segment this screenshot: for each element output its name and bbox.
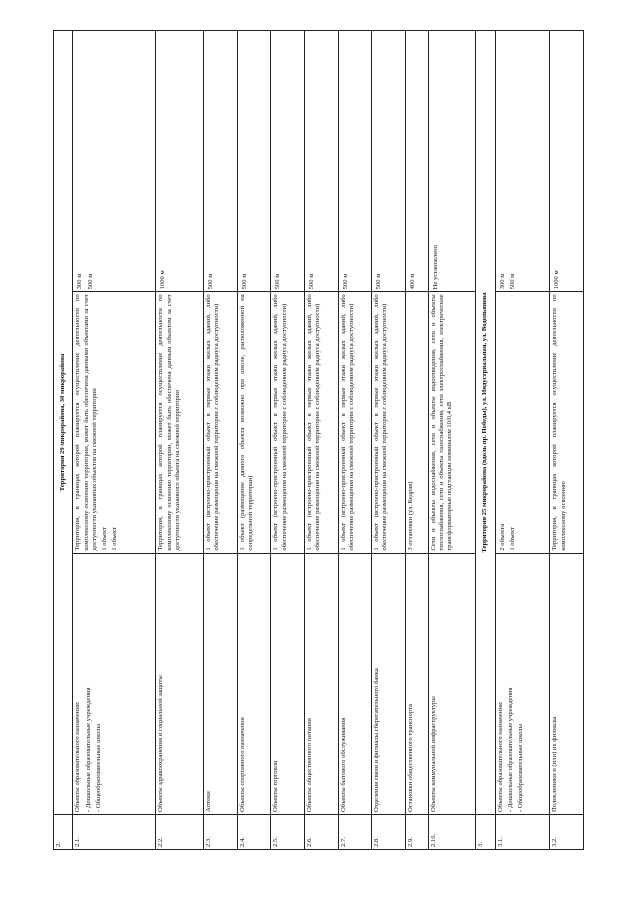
row-number-text: 3.1.	[496, 837, 504, 847]
distance-value: 300 м	[498, 273, 506, 290]
description-count: 1 объект	[111, 526, 119, 551]
object-cell	[495, 553, 550, 814]
row-number	[304, 815, 338, 850]
object-name: Объекты образовательного назначения:	[496, 701, 504, 812]
object-subtype: - Общеобразовательные школы	[94, 723, 102, 812]
object-subtype: - Общеобразовательные школы	[517, 723, 525, 812]
section-title	[54, 31, 73, 815]
row-number	[550, 815, 584, 850]
description-text: Территория, в границах которой планируется осуществление деятельности по комплексному освоению территории, может быть обеспечена данным объектом за счет доступности указанного объекта на смежной территории	[157, 294, 181, 551]
section-title	[476, 31, 495, 815]
table-row	[204, 31, 238, 850]
row-number-text: 2.8.	[373, 837, 381, 847]
object-cell	[405, 553, 428, 814]
description-cell	[372, 292, 406, 553]
object-cell	[156, 553, 204, 814]
description-text: 1 объект (встроено-пристроенный объект в первые этажи жилых зданий, либо обеспечение размещения на смежной территории с соблюдением радиуса доступности)	[339, 294, 355, 551]
row-number-text: 3.2.	[551, 837, 559, 847]
description-count: 2 объекта	[498, 523, 506, 551]
distance-value: 1000 м	[159, 270, 167, 290]
section-number	[54, 815, 73, 850]
object-cell	[338, 553, 372, 814]
distance-value: 500 м	[274, 273, 282, 290]
description-text: 1 объект (встроено-пристроенный объект в первые этажи жилых зданий, либо обеспечение размещения на смежной территории с соблюдением радиуса доступности)	[305, 294, 322, 551]
row-number	[237, 815, 271, 850]
table-row	[495, 31, 550, 850]
object-name: Отделения связи и филиалы сберегательного банка	[373, 668, 381, 812]
row-number-text: 2.9.	[406, 837, 414, 847]
object-name: Объекты коммунальной инфраструктуры	[429, 696, 437, 812]
description-text: 1 объект (размещение данного объекта возможно при школе, расположенной на сопредельной территории)	[238, 294, 254, 551]
description-cell	[156, 292, 204, 553]
section-number-text: 2.	[55, 842, 62, 847]
description-count: 1 объект	[508, 526, 516, 551]
section-title-text: Территория 29 микрорайона, 30 микрорайона	[59, 353, 67, 492]
section-2-header-row	[54, 31, 73, 850]
description-cell	[495, 292, 550, 553]
row-number-text: 2.3.	[205, 837, 213, 847]
table-row	[405, 31, 428, 850]
distance-value: 500 м	[307, 273, 315, 290]
table-row	[271, 31, 305, 850]
object-cell	[304, 553, 338, 814]
distance-cell	[304, 31, 338, 292]
object-subtype: - Дошкольные образовательные учреждения	[506, 687, 514, 812]
object-cell	[73, 553, 156, 814]
description-cell	[237, 292, 271, 553]
description-cell	[204, 292, 238, 553]
distance-value: 400 м	[408, 273, 416, 290]
object-cell	[271, 553, 305, 814]
distance-value: 1000 м	[553, 270, 561, 290]
row-number	[428, 815, 476, 850]
row-number	[495, 815, 550, 850]
row-number-text: 2.4.	[238, 837, 246, 847]
facilities-table	[53, 30, 584, 850]
row-number	[405, 815, 428, 850]
row-number	[73, 815, 156, 850]
section-number-text: 3.	[477, 842, 485, 847]
table-row	[550, 31, 584, 850]
description-text: 1 объект (встроено-пристроенный объект в первые этажи жилых зданий, либо обеспечение размещения на смежной территории с соблюдением радиуса доступности)	[373, 294, 389, 551]
row-number-text: 2.10.	[429, 833, 437, 847]
description-text: Территория, в границах которой планируется осуществление деятельности по комплексному освоению территории, может быть обеспечена данными объектами за счет доступности указанных объектов на смежной территории	[74, 294, 98, 551]
row-number-text: 2.2.	[157, 837, 165, 847]
object-name: Объекты торговли	[272, 760, 280, 812]
distance-value: 500 м	[341, 273, 349, 290]
object-name: Остановки общественного транспорта	[406, 704, 414, 812]
description-cell	[550, 292, 584, 553]
description-cell	[428, 292, 476, 553]
object-cell	[372, 553, 406, 814]
row-number	[372, 815, 406, 850]
description-text: Территория, в границах которой планируется осуществление деятельности по комплексному освоению	[551, 294, 567, 551]
row-number-text: 2.6.	[305, 837, 313, 847]
distance-cell	[550, 31, 584, 292]
description-text: Сети и объекты водоснабжения, сети и объекты водоотведения, сети и объекты теплоснабжения, сети и объекты газоснабжения, сети электроснабжения, электрические трансформаторные подстанции номиналом 10/0,4 кВ	[429, 294, 453, 551]
distance-cell	[271, 31, 305, 292]
description-cell	[405, 292, 428, 553]
distance-cell	[338, 31, 372, 292]
distance-cell	[156, 31, 204, 292]
object-name: Объекты здравоохранения и социальной защиты	[157, 675, 165, 812]
description-text: 1 объект (встроено-пристроенный объект в первые этажи жилых зданий, либо обеспечение размещения на смежной территории с соблюдением радиуса доступности)	[272, 294, 288, 551]
table-row	[73, 31, 156, 850]
object-cell	[237, 553, 271, 814]
object-subtype: - Дошкольные образовательные учреждения	[84, 687, 92, 812]
description-count: 1 объект	[100, 526, 108, 551]
row-number-text: 2.5.	[272, 837, 280, 847]
section-title-text: Территория 25 микрорайона (вдоль пр. Победы), ул. Индустриальная, ул. Водопьянова	[481, 292, 489, 553]
distance-value: 500 м	[375, 273, 383, 290]
row-number	[338, 815, 372, 850]
object-name: Аптеки	[205, 791, 213, 812]
description-cell	[304, 292, 338, 553]
object-name: Поликлиники и (или) их филиалы	[551, 716, 559, 812]
object-cell	[428, 553, 476, 814]
row-number	[204, 815, 238, 850]
object-name: Объекты образовательного назначения:	[74, 701, 82, 812]
row-number-text: 2.7.	[339, 837, 347, 847]
object-cell	[550, 553, 584, 814]
table-row	[428, 31, 476, 850]
table-row	[304, 31, 338, 850]
distance-value: Не установлено	[431, 245, 439, 290]
object-name: Объекты спортивного назначения	[238, 717, 246, 812]
distance-cell	[372, 31, 406, 292]
distance-cell	[73, 31, 156, 292]
distance-value: 500 м	[240, 273, 248, 290]
table-row	[237, 31, 271, 850]
distance-cell	[204, 31, 238, 292]
distance-cell	[405, 31, 428, 292]
distance-cell	[237, 31, 271, 292]
object-cell	[204, 553, 238, 814]
distance-cell	[495, 31, 550, 292]
description-text: 3 остановки (ул. Кедрая)	[406, 481, 414, 551]
rotated-document-page	[53, 30, 584, 850]
row-number	[156, 815, 204, 850]
description-cell	[73, 292, 156, 553]
table-row	[156, 31, 204, 850]
row-number-text: 2.1.	[74, 837, 82, 847]
section-3-header-row	[476, 31, 495, 850]
distance-value: 500 м	[86, 273, 94, 290]
row-number	[271, 815, 305, 850]
description-text: 1 объект (встроено-пристроенный объект в первые этажи жилых зданий, либо обеспечение размещения на смежной территории с соблюдением радиуса доступности)	[205, 294, 221, 551]
description-cell	[271, 292, 305, 553]
distance-value: 500 м	[207, 273, 215, 290]
table-row	[338, 31, 372, 850]
section-number	[476, 815, 495, 850]
description-cell	[338, 292, 372, 553]
distance-value: 500 м	[508, 273, 516, 290]
distance-cell	[428, 31, 476, 292]
table-row	[372, 31, 406, 850]
object-name: Объекты общественного питания	[305, 718, 313, 812]
distance-value: 300 м	[76, 273, 84, 290]
object-name: Объекты бытового обслуживания	[339, 717, 347, 812]
